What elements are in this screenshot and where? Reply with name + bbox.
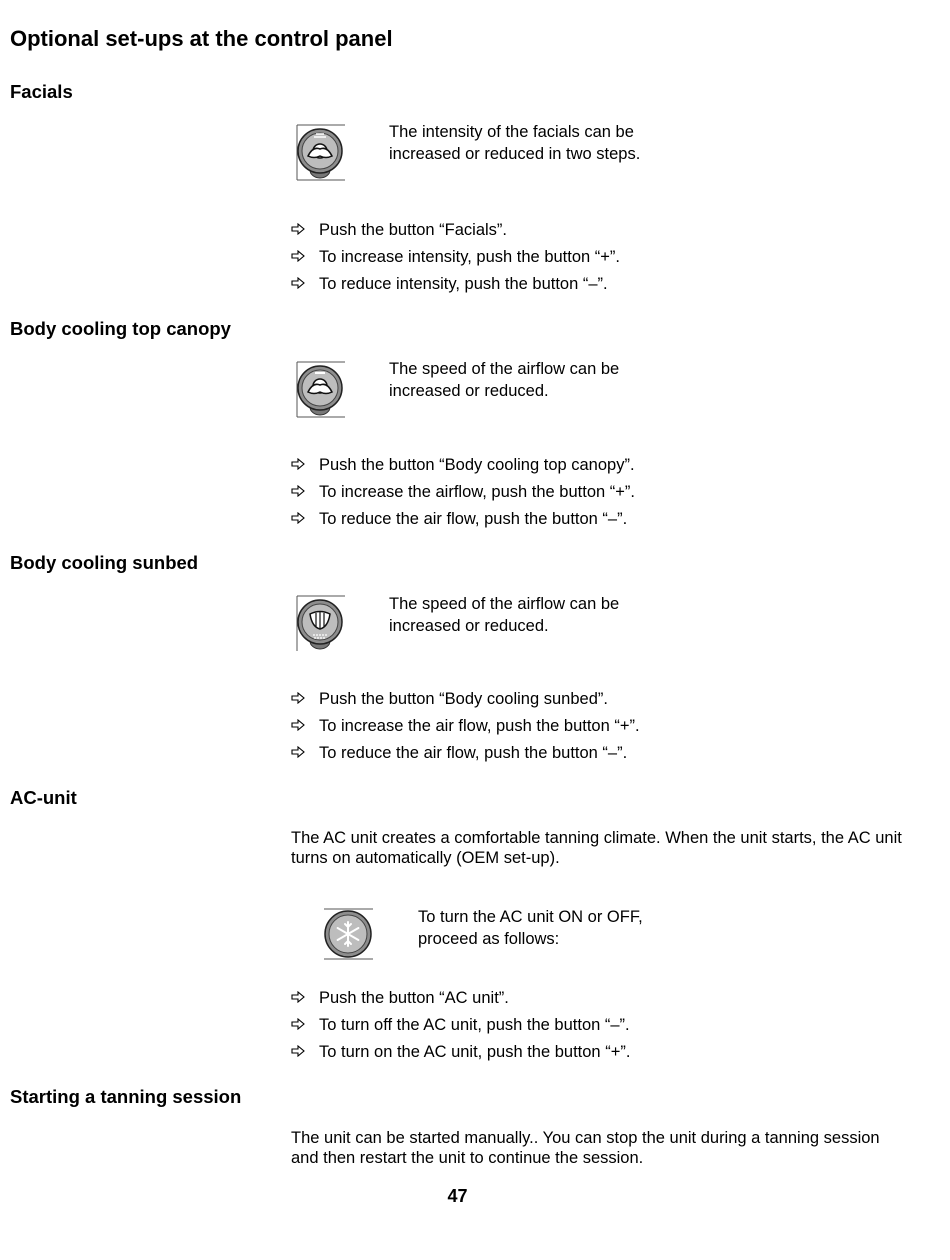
list-item: To turn on the AC unit, push the button “+”. [291,1042,630,1069]
arrow-icon [291,247,319,274]
body-cooling-top-button-icon [295,361,347,419]
arrow-icon [291,220,319,247]
facials-button-icon [295,124,347,182]
list-item: Push the button “Body cooling top canopy”. [291,455,635,482]
list-item: Push the button “Body cooling sunbed”. [291,689,640,716]
section-heading-facials: Facials [10,81,73,102]
body-cooling-sunbed-description: The speed of the airflow can be increased or reduced. [389,595,620,635]
arrow-icon [291,482,319,509]
body-cooling-top-steps [291,455,635,536]
body-cooling-sunbed-steps [291,689,640,770]
list-item: To turn off the AC unit, push the button “–”. [291,1015,630,1042]
arrow-icon [291,716,319,743]
ac-unit-intro: The AC unit creates a comfortable tanning climate. When the unit starts, the AC unit turns on automatically (OEM set-up). [291,829,902,867]
arrow-icon [291,274,319,301]
section-heading-body-cooling-top: Body cooling top canopy [10,318,231,339]
arrow-icon [291,1042,319,1069]
section-heading-ac-unit: AC-unit [10,787,77,808]
section-heading-tanning-session: Starting a tanning session [10,1086,242,1107]
arrow-icon [291,743,319,770]
facials-steps [291,220,620,301]
arrow-icon [291,455,319,482]
section-heading-body-cooling-sunbed: Body cooling sunbed [10,552,199,573]
arrow-icon [291,509,319,536]
page-title: Optional set-ups at the control panel [10,26,393,51]
list-item: To reduce the air flow, push the button “–”. [291,743,640,770]
tanning-session-intro: The unit can be started manually.. You can stop the unit during a tanning session and then restart the unit to continue the session. [291,1129,889,1167]
list-item: Push the button “Facials”. [291,220,620,247]
ac-unit-steps [291,988,630,1069]
arrow-icon [291,689,319,716]
list-item: To increase the air flow, push the button “+”. [291,716,640,743]
ac-unit-snowflake-button-icon [323,908,375,962]
list-item: To reduce the air flow, push the button “–”. [291,509,635,536]
arrow-icon [291,1015,319,1042]
body-cooling-top-description: The speed of the airflow can be increased or reduced. [389,360,620,400]
list-item: Push the button “AC unit”. [291,988,630,1015]
ac-unit-description: To turn the AC unit ON or OFF, proceed as follows: [418,908,643,948]
arrow-icon [291,988,319,1015]
body-cooling-sunbed-button-icon [295,595,347,653]
facials-description: The intensity of the facials can be increased or reduced in two steps. [389,123,641,163]
page-number: 47 [447,1186,468,1206]
list-item: To increase the airflow, push the button “+”. [291,482,635,509]
list-item: To increase intensity, push the button “+”. [291,247,620,274]
list-item: To reduce intensity, push the button “–”. [291,274,620,301]
